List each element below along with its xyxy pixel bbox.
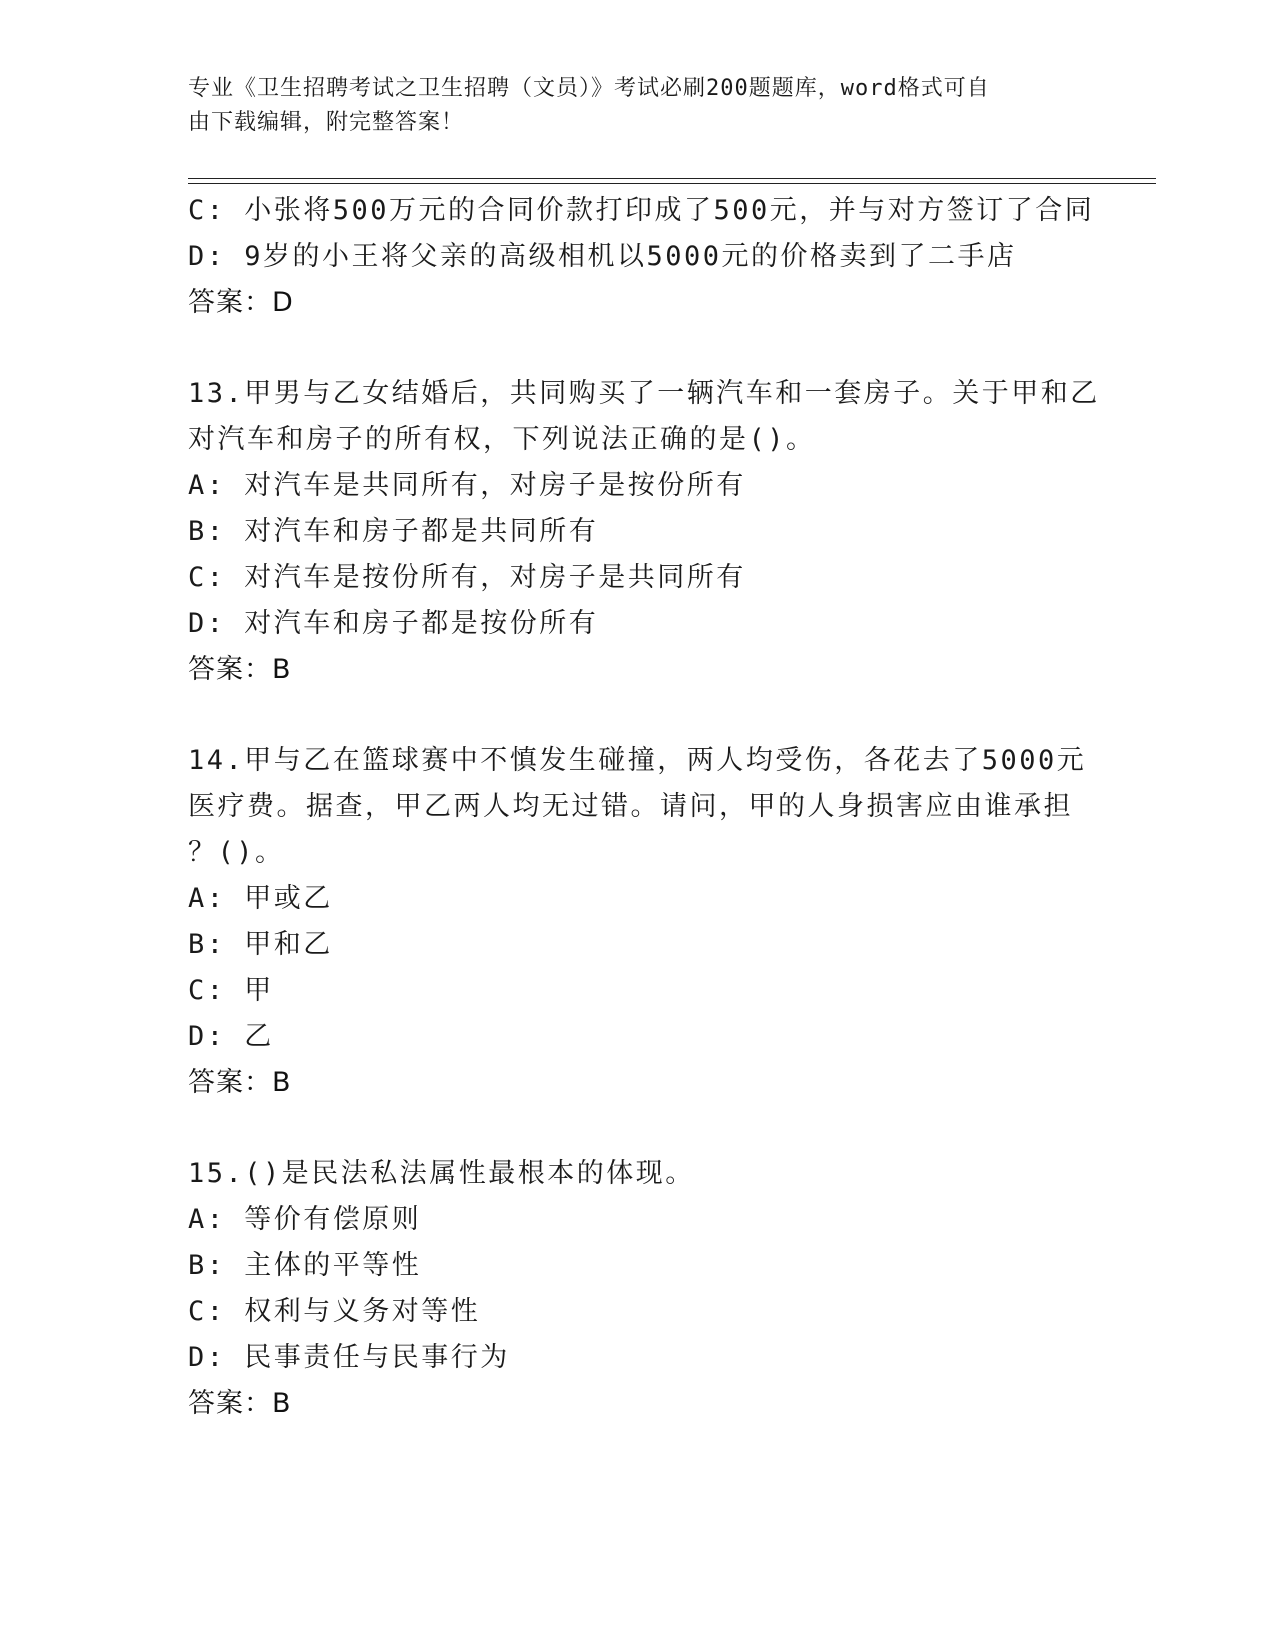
option-c: C: 权利与义务对等性 bbox=[188, 1296, 481, 1327]
answer-line: 答案：B bbox=[188, 654, 292, 685]
header-line-2: 由下载编辑，附完整答案！ bbox=[188, 110, 465, 135]
option-d: D: 乙 bbox=[188, 1021, 274, 1052]
option-b: B: 主体的平等性 bbox=[188, 1250, 422, 1281]
question-13 bbox=[188, 371, 1100, 693]
option-d: D: 民事责任与民事行为 bbox=[188, 1342, 510, 1373]
question-stem: 13.甲男与乙女结婚后，共同购买了一辆汽车和一套房子。关于甲和乙 bbox=[188, 378, 1100, 409]
answer-line: 答案：B bbox=[188, 1388, 292, 1419]
question-stem: 对汽车和房子的所有权，下列说法正确的是()。 bbox=[188, 424, 816, 455]
option-b: B: 甲和乙 bbox=[188, 929, 333, 960]
option-c: C: 小张将500万元的合同价款打印成了500元，并与对方签订了合同 bbox=[188, 195, 1095, 226]
answer-line: 答案：B bbox=[188, 1067, 292, 1098]
option-a: A: 甲或乙 bbox=[188, 883, 333, 914]
question-15 bbox=[188, 1151, 1088, 1427]
option-a: A: 对汽车是共同所有，对房子是按份所有 bbox=[188, 470, 746, 501]
question-spacer bbox=[188, 326, 1088, 371]
question-12-tail bbox=[188, 188, 1095, 326]
document-header bbox=[188, 72, 1088, 140]
option-a: A: 等价有偿原则 bbox=[188, 1204, 422, 1235]
option-b: B: 对汽车和房子都是共同所有 bbox=[188, 516, 599, 547]
option-d: D: 9岁的小王将父亲的高级相机以5000元的价格卖到了二手店 bbox=[188, 241, 1017, 272]
question-stem: ？()。 bbox=[188, 837, 285, 868]
answer-line: 答案：D bbox=[188, 287, 294, 318]
question-14 bbox=[188, 738, 1088, 1106]
question-spacer bbox=[188, 1106, 1088, 1151]
question-spacer bbox=[188, 693, 1088, 738]
option-c: C: 对汽车是按份所有，对房子是共同所有 bbox=[188, 562, 746, 593]
question-stem: 医疗费。据查，甲乙两人均无过错。请问，甲的人身损害应由谁承担 bbox=[188, 791, 1073, 822]
option-d: D: 对汽车和房子都是按份所有 bbox=[188, 608, 599, 639]
option-c: C: 甲 bbox=[188, 975, 274, 1006]
question-stem: 15.()是民法私法属性最根本的体现。 bbox=[188, 1158, 695, 1189]
question-stem: 14.甲与乙在篮球赛中不慎发生碰撞，两人均受伤，各花去了5000元 bbox=[188, 745, 1087, 776]
question-list bbox=[188, 188, 1100, 1427]
header-divider-bottom bbox=[188, 183, 1156, 184]
header-line-1: 专业《卫生招聘考试之卫生招聘（文员）》考试必刷200题题库，word格式可自 bbox=[188, 76, 990, 101]
header-divider-top bbox=[188, 178, 1156, 179]
